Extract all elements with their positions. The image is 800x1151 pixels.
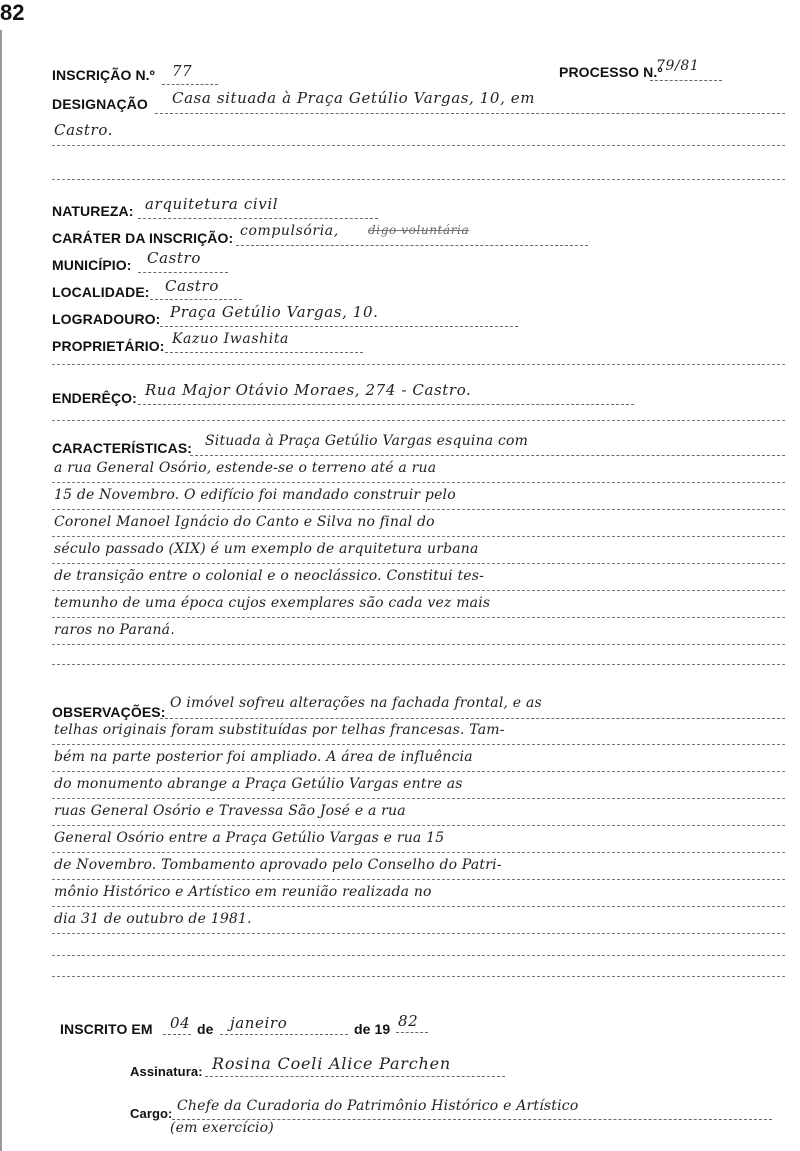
municipio-value: Castro	[147, 249, 201, 267]
carater-value: compulsória,	[240, 223, 339, 239]
caracteristicas-line-8: raros no Paraná.	[54, 622, 175, 638]
inscricao-label: INSCRIÇÃO N.º	[52, 67, 155, 83]
caracteristicas-line-1: Situada à Praça Getúlio Vargas esquina com	[205, 433, 529, 449]
endereco-label: ENDERÊÇO:	[52, 390, 137, 406]
localidade-value: Castro	[165, 277, 219, 295]
inscricao-value: 77	[172, 62, 193, 80]
inscrito-day: 04	[170, 1014, 191, 1032]
caracteristicas-line-4: Coronel Manoel Ignácio do Canto e Silva no final do	[54, 514, 435, 530]
caracteristicas-label: CARACTERÍSTICAS:	[52, 440, 193, 456]
inscrito-de-label-1: de	[197, 1021, 214, 1037]
observacoes-line-1: O imóvel sofreu alterações na fachada frontal, e as	[170, 695, 542, 711]
caracteristicas-dotted-line-5	[52, 563, 785, 564]
page-edge-divider	[0, 30, 2, 1151]
logradouro-dotted-line	[160, 326, 518, 327]
municipio-dotted-line	[138, 272, 228, 273]
observacoes-dotted-line-9	[52, 933, 785, 934]
observacoes-line-2: telhas originais foram substituídas por telhas francesas. Tam-	[54, 722, 505, 738]
carater-struck-value: digo voluntária	[368, 223, 470, 237]
observacoes-dotted-line-6	[52, 852, 785, 853]
caracteristicas-line-7: temunho de uma época cujos exemplares são cada vez mais	[54, 595, 491, 611]
observacoes-dotted-line-2	[52, 744, 785, 745]
observacoes-dotted-line-5	[52, 825, 785, 826]
page-number: 82	[0, 0, 25, 25]
processo-dotted-line	[650, 80, 722, 81]
caracteristicas-line-5: século passado (XIX) é um exemplo de arquitetura urbana	[54, 541, 479, 557]
observacoes-dotted-line-3	[52, 771, 785, 772]
endereco-dotted-line-2	[52, 420, 785, 421]
processo-label: PROCESSO N.º	[559, 64, 663, 80]
caracteristicas-dotted-line-8	[52, 644, 785, 645]
proprietario-value: Kazuo Iwashita	[172, 331, 289, 347]
caracteristicas-line-6: de transição entre o colonial e o neoclássico. Constitui tes-	[54, 568, 485, 584]
observacoes-line-6: General Osório entre a Praça Getúlio Vargas e rua 15	[54, 830, 445, 846]
observacoes-line-4: do monumento abrange a Praça Getúlio Vargas entre as	[54, 776, 463, 792]
logradouro-value: Praça Getúlio Vargas, 10.	[170, 303, 379, 321]
cargo-label: Cargo:	[130, 1106, 173, 1121]
caracteristicas-dotted-line-4	[52, 536, 785, 537]
caracteristicas-dotted-line-9	[52, 664, 785, 665]
inscrito-de-label-2: de 19	[354, 1021, 391, 1037]
designacao-dotted-line-2	[52, 145, 785, 146]
proprietario-label: PROPRIETÁRIO:	[52, 338, 165, 354]
assinatura-signature: Rosina Coeli Alice Parchen	[212, 1054, 451, 1073]
designacao-line-2: Castro.	[54, 121, 114, 139]
logradouro-label: LOGRADOURO:	[52, 311, 161, 327]
natureza-dotted-line	[138, 218, 378, 219]
observacoes-dotted-line-7	[52, 879, 785, 880]
observacoes-line-8: mônio Histórico e Artístico em reunião realizada no	[54, 884, 432, 900]
observacoes-dotted-line-1	[160, 718, 785, 719]
designacao-dotted-line-3	[52, 179, 785, 180]
assinatura-label: Assinatura:	[130, 1064, 203, 1079]
proprietario-dotted-line	[165, 352, 363, 353]
inscrito-month-dotted-line	[220, 1034, 348, 1035]
cargo-line-2: (em exercício)	[170, 1120, 274, 1136]
observacoes-line-5: ruas General Osório e Travessa São José e a rua	[54, 803, 406, 819]
designacao-dotted-line-1	[155, 113, 785, 114]
observacoes-dotted-line-10	[52, 955, 785, 956]
observacoes-line-3: bém na parte posterior foi ampliado. A área de influência	[54, 749, 473, 765]
designacao-line-1: Casa situada à Praça Getúlio Vargas, 10, em	[172, 89, 536, 107]
observacoes-line-9: dia 31 de outubro de 1981.	[54, 911, 252, 927]
proprietario-dotted-line-2	[52, 364, 785, 365]
observacoes-dotted-line-11	[52, 976, 785, 977]
carater-label: CARÁTER DA INSCRIÇÃO:	[52, 230, 234, 246]
endereco-value: Rua Major Otávio Moraes, 274 - Castro.	[145, 381, 472, 399]
natureza-value: arquitetura civil	[145, 195, 279, 213]
caracteristicas-dotted-line-7	[52, 617, 785, 618]
cargo-line-1: Chefe da Curadoria do Patrimônio Histórico e Artístico	[177, 1098, 579, 1114]
localidade-dotted-line	[150, 299, 242, 300]
assinatura-dotted-line	[205, 1076, 505, 1077]
natureza-label: NATUREZA:	[52, 203, 134, 219]
inscrito-month: janeiro	[230, 1014, 288, 1032]
localidade-label: LOCALIDADE:	[52, 284, 150, 300]
inscrito-day-dotted-line	[163, 1034, 191, 1035]
caracteristicas-line-3: 15 de Novembro. O edifício foi mandado construir pelo	[54, 487, 456, 503]
processo-value: 79/81	[656, 58, 700, 74]
inscrito-year: 82	[398, 1012, 419, 1030]
caracteristicas-line-2: a rua General Osório, estende-se o terreno até a rua	[54, 460, 437, 476]
caracteristicas-dotted-line-2	[52, 482, 785, 483]
inscricao-dotted-line	[162, 84, 218, 85]
caracteristicas-dotted-line-3	[52, 509, 785, 510]
observacoes-label: OBSERVAÇÕES:	[52, 704, 166, 720]
endereco-dotted-line	[138, 404, 634, 405]
designacao-label: DESIGNAÇÃO	[52, 96, 148, 112]
municipio-label: MUNICÍPIO:	[52, 257, 132, 273]
observacoes-dotted-line-4	[52, 798, 785, 799]
inscrito-year-dotted-line	[396, 1032, 428, 1033]
observacoes-line-7: de Novembro. Tombamento aprovado pelo Conselho do Patri-	[54, 857, 502, 873]
caracteristicas-dotted-line-1	[190, 455, 785, 456]
inscrito-em-label: INSCRITO EM	[60, 1021, 153, 1037]
carater-dotted-line	[236, 245, 588, 246]
observacoes-dotted-line-8	[52, 906, 785, 907]
caracteristicas-dotted-line-6	[52, 590, 785, 591]
